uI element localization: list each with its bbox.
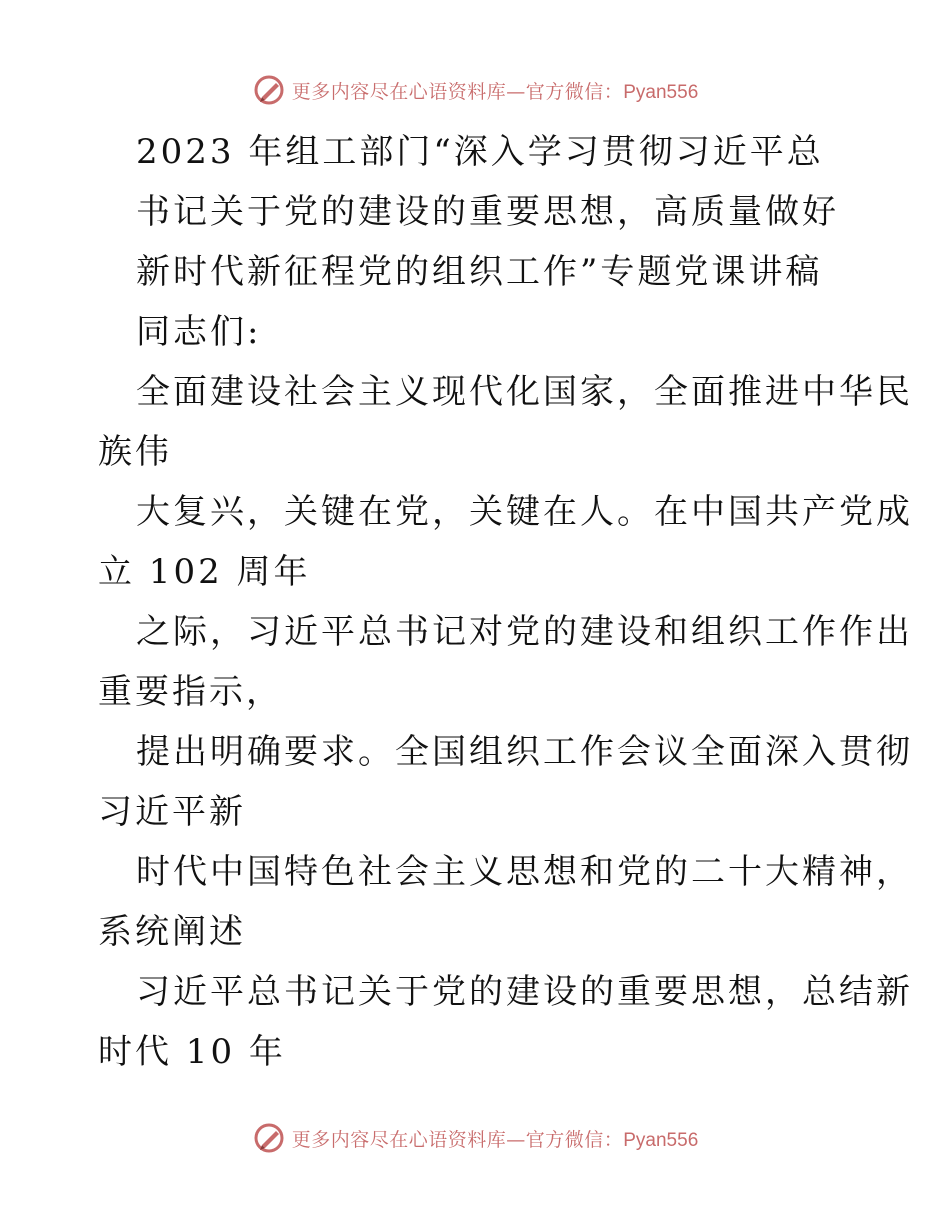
body-line: 全面建设社会主义现代化国家，全面推进中华民 [136,372,913,412]
watermark-wechat-id: Pyan556 [623,81,699,103]
body-line: 时代 10 年 [98,1032,286,1072]
watermark-text: 更多内容尽在心语资料库—官方微信：Pyan556 [291,80,699,103]
pen-logo-icon [252,73,286,107]
body-line: 立 102 周年 [98,552,311,592]
body-line: 时代中国特色社会主义思想和党的二十大精神， [136,852,913,892]
body-line: 习近平新 [98,792,246,832]
body-line: 大复兴，关键在党，关键在人。在中国共产党成 [136,492,913,532]
salutation: 同志们: [136,312,262,352]
header-watermark [0,72,950,108]
footer-watermark [0,1120,950,1156]
body-line: 重要指示， [98,672,283,712]
body-line: 之际，习近平总书记对党的建设和组织工作作出 [136,612,913,652]
document-body [98,122,913,1082]
watermark-text: 更多内容尽在心语资料库—官方微信：Pyan556 [291,1128,699,1151]
body-line: 提出明确要求。全国组织工作会议全面深入贯彻 [136,732,913,772]
body-line: 族伟 [98,432,172,472]
body-line: 习近平总书记关于党的建设的重要思想，总结新 [136,972,913,1012]
title-line: 书记关于党的建设的重要思想，高质量做好 [136,192,839,232]
watermark-wechat-id: Pyan556 [623,1129,699,1151]
body-line: 系统阐述 [98,912,246,952]
title-line: 新时代新征程党的组织工作”专题党课讲稿 [136,252,823,292]
title-line: 2023 年组工部门“深入学习贯彻习近平总 [136,132,824,172]
pen-logo-icon [252,1121,286,1155]
